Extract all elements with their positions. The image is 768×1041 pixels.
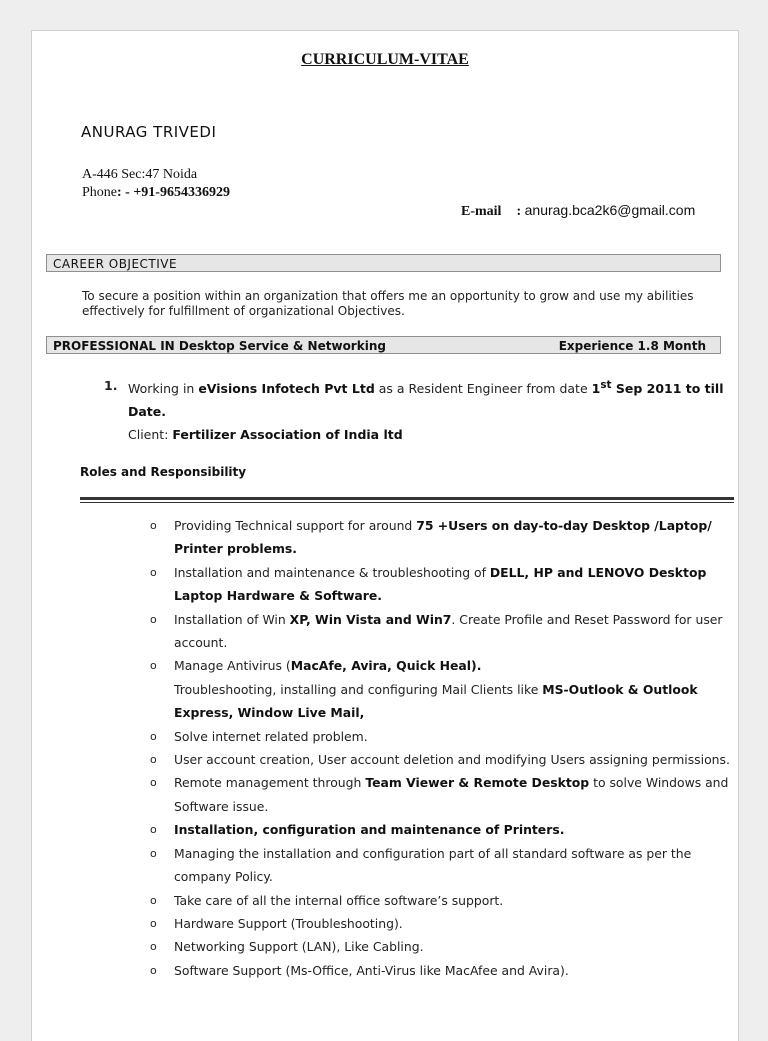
candidate-name: ANURAG TRIVEDI bbox=[81, 123, 217, 141]
resume-page bbox=[31, 30, 739, 1041]
job-description bbox=[128, 374, 724, 423]
item-bold: 75 +Users on day-to-day Desktop /Laptop/ Printer problems. bbox=[174, 518, 712, 557]
list-item bbox=[150, 842, 736, 889]
bullet-marker: o bbox=[150, 916, 157, 930]
item-text: Installation of Win bbox=[174, 611, 290, 627]
item-bold: Team Viewer & Remote Desktop bbox=[365, 775, 590, 791]
mail-clients-bold: MS-Outlook & Outlook Express, Window Live Mail, bbox=[174, 681, 698, 721]
job-number: 1. bbox=[104, 378, 118, 393]
section-divider-thin bbox=[80, 502, 734, 503]
item-text: Take care of all the internal office software’s support. bbox=[174, 892, 504, 908]
professional-heading bbox=[46, 336, 721, 354]
bullet-marker: o bbox=[150, 846, 157, 860]
item-bold: Installation, configuration and maintenance of Printers. bbox=[174, 822, 565, 838]
phone-value: : - +91-9654336929 bbox=[117, 185, 230, 200]
item-text: Installation and maintenance & troubleshooting of bbox=[174, 564, 490, 580]
item-text: Networking Support (LAN), Like Cabling. bbox=[174, 939, 424, 955]
list-item bbox=[150, 608, 736, 655]
section-divider-thick bbox=[80, 497, 734, 500]
list-item bbox=[150, 912, 736, 935]
item-text: Managing the installation and configuration part of all standard software as per the company Policy. bbox=[174, 845, 692, 885]
email-line bbox=[461, 202, 695, 220]
responsibilities-list bbox=[150, 514, 736, 982]
bullet-marker: o bbox=[150, 753, 157, 767]
email-label: E-mail bbox=[461, 204, 502, 219]
item-text: Manage Antivirus ( bbox=[174, 658, 291, 674]
item-text: Software Support (Ms-Office, Anti-Virus like MacAfee and Avira). bbox=[174, 962, 569, 978]
bullet-marker: o bbox=[150, 893, 157, 907]
bullet-marker: o bbox=[150, 940, 157, 954]
item-text: Providing Technical support for around bbox=[174, 518, 417, 533]
list-item bbox=[150, 935, 736, 958]
job-text-prefix: Working in bbox=[128, 381, 199, 397]
item-text: Hardware Support (Troubleshooting). bbox=[174, 915, 403, 931]
list-item bbox=[150, 514, 736, 561]
bullet-marker: o bbox=[150, 963, 157, 977]
job-date-day: 1 bbox=[591, 381, 601, 397]
item-text-end: to solve Windows and Software issue. bbox=[174, 775, 729, 814]
item-bold: MacAfe, Avira, Quick Heal). bbox=[290, 658, 482, 674]
career-objective-text: To secure a position within an organization that offers me an opportunity to grow and use my abilities effectively for fulfillment of organizational Objectives. bbox=[82, 289, 694, 318]
list-item bbox=[150, 771, 736, 818]
email-value[interactable]: anurag.bca2k6@gmail.com bbox=[524, 202, 696, 218]
mail-clients-text: Troubleshooting, installing and configuring Mail Clients like bbox=[174, 681, 543, 697]
contact-block bbox=[82, 166, 230, 202]
item-text: Remote management through bbox=[174, 775, 366, 791]
job-client bbox=[128, 423, 724, 446]
bullet-marker: o bbox=[150, 565, 157, 579]
bullet-marker: o bbox=[150, 612, 157, 626]
bullet-marker: o bbox=[150, 776, 157, 790]
job-client-name: Fertilizer Association of India ltd bbox=[172, 427, 403, 443]
document-title: CURRICULUM-VITAE bbox=[301, 51, 469, 68]
experience-label: Experience 1.8 Month bbox=[558, 339, 706, 353]
list-item bbox=[150, 654, 736, 724]
bullet-marker: o bbox=[150, 823, 157, 837]
item-bold: DELL, HP and LENOVO Desktop Laptop Hardware & Software. bbox=[174, 564, 707, 604]
job-client-label: Client: bbox=[128, 427, 173, 443]
job-date-rest: Sep 2011 to till Date. bbox=[128, 381, 724, 420]
professional-title: PROFESSIONAL IN Desktop Service & Networking bbox=[53, 339, 386, 353]
job-entry bbox=[104, 374, 724, 446]
job-text-mid: as a Resident Engineer from date bbox=[374, 381, 592, 397]
list-item bbox=[150, 725, 736, 748]
list-item bbox=[150, 818, 736, 841]
item-text: Solve internet related problem. bbox=[174, 728, 368, 744]
item-text: User account creation, User account deletion and modifying Users assigning permissions. bbox=[174, 752, 730, 768]
bullet-marker: o bbox=[150, 729, 157, 743]
phone bbox=[82, 184, 230, 202]
list-item bbox=[150, 561, 736, 608]
phone-label: Phone bbox=[82, 185, 117, 200]
job-date-suffix: st bbox=[600, 379, 612, 391]
address: A-446 Sec:47 Noida bbox=[82, 167, 198, 182]
bullet-marker: o bbox=[150, 659, 157, 673]
bullet-marker: o bbox=[150, 519, 157, 532]
career-objective-heading: CAREER OBJECTIVE bbox=[46, 254, 721, 272]
list-item bbox=[150, 748, 736, 771]
list-item bbox=[150, 959, 736, 982]
item-bold: XP, Win Vista and Win7 bbox=[289, 611, 452, 627]
item-text-end: . Create Profile and Reset Password for user account. bbox=[174, 611, 723, 651]
roles-heading: Roles and Responsibility bbox=[80, 465, 247, 479]
job-company: eVisions Infotech Pvt Ltd bbox=[198, 381, 375, 397]
email-separator: : bbox=[516, 204, 522, 219]
list-item bbox=[150, 889, 736, 912]
